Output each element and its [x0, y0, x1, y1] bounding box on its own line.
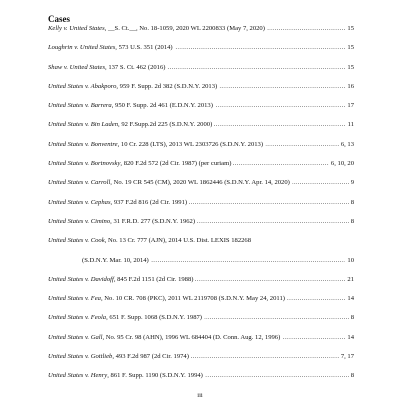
citation: , 10 Cr. 228 (LTS), 2013 WL 2303726 (S.D.N.Y. 2013): [117, 140, 264, 148]
case-name: United States v. Cephas: [48, 198, 111, 206]
citation: , 845 F.2d 1151 (2d Cir. 1988): [113, 275, 194, 283]
case-entry: [48, 25, 354, 33]
page-references: 8: [350, 372, 354, 380]
page-references: 8: [350, 198, 354, 206]
citation: , __S. Ct.__, No. 18-1059, 2020 WL 2200833 (May 7, 2020): [104, 25, 265, 32]
citation: , 573 U.S. 351 (2014): [115, 44, 173, 52]
case-entry: [48, 295, 354, 303]
case-name: United States v. Cimino: [48, 217, 111, 225]
case-name: United States v. Cook: [48, 237, 105, 245]
case-name: Shaw v. United States: [48, 63, 106, 71]
citation: , 92 F.Supp.2d 225 (S.D.N.Y. 2000): [118, 121, 213, 129]
case-entry: [48, 353, 354, 361]
page-references: 6, 10, 20: [330, 160, 354, 168]
case-name: United States v. Feola: [48, 314, 107, 322]
case-name: United States v. Henry: [48, 372, 108, 380]
case-entry: [48, 199, 354, 207]
page-references: 9: [350, 179, 354, 187]
citation: , 651 F. Supp. 1068 (S.D.N.Y. 1987): [106, 314, 202, 322]
citation: , 820 F.2d 572 (2d Cir. 1987) (per curiam): [120, 160, 232, 168]
case-name: United States v. Bonventre: [48, 140, 118, 148]
page-references: 6, 13: [340, 140, 354, 148]
page-references: 14: [347, 295, 354, 303]
page-references: 16: [347, 82, 354, 90]
case-entry: [48, 334, 354, 342]
citation-continued: (S.D.N.Y. Mar. 10, 2014): [82, 256, 149, 264]
case-entry: [48, 218, 354, 226]
case-entry: [48, 121, 354, 129]
page-references: 15: [347, 44, 354, 52]
page-references: 8: [350, 217, 354, 225]
citation: , No. 19 CR 545 (CM), 2020 WL 1862446 (S.D.N.Y. Apr. 14, 2020): [110, 179, 290, 187]
page-references: 11: [347, 121, 354, 129]
citation: , 31 F.R.D. 277 (S.D.N.Y. 1962): [110, 217, 196, 225]
citation: , 937 F.2d 816 (2d Cir. 1991): [110, 198, 188, 206]
case-name: Loughrin v. United States: [48, 44, 116, 52]
case-entry: [48, 83, 354, 91]
case-name: United States v. Carroll: [48, 179, 111, 187]
table-of-authorities: [48, 25, 354, 392]
case-entry: [48, 314, 354, 322]
citation: , No. 13 Cr. 777 (AJN), 2014 U.S. Dist. LEXIS 182268: [104, 237, 252, 245]
page-references: 10: [347, 256, 354, 264]
citation: , 861 F. Supp. 1190 (S.D.N.Y. 1994): [107, 372, 203, 380]
citation: , No. 95 Cr. 98 (AHN), 1996 WL 684404 (D. Conn. Aug. 12, 1996): [102, 333, 281, 341]
page-references: 7, 17: [340, 353, 354, 361]
case-entry: [48, 64, 354, 72]
case-name: United States v. Barrera: [48, 102, 112, 110]
page-references: 15: [347, 25, 354, 32]
citation: , 493 F.2d 987 (2d Cir. 1974): [112, 353, 189, 361]
case-name: Kelly v. United States: [48, 25, 105, 32]
case-name: United States v. Fea: [48, 295, 101, 303]
case-name: United States v. Davidoff: [48, 275, 114, 283]
citation: , 137 S. Ct. 462 (2016): [105, 63, 166, 71]
case-entry: [48, 276, 354, 284]
case-entry: [48, 44, 354, 52]
page-references: 17: [347, 102, 354, 110]
case-entry: [48, 179, 354, 187]
case-entry: [48, 160, 354, 168]
case-name: United States v. Abakporo: [48, 82, 117, 90]
case-name: United States v. Bin Laden: [48, 121, 119, 129]
citation: , No. 10 CR. 708 (PKC), 2011 WL 2119708 (S.D.N.Y. May 24, 2011): [100, 295, 285, 303]
case-entry: [48, 372, 354, 380]
case-entry: [48, 141, 354, 149]
citation: , 959 F. Supp. 2d 382 (S.D.N.Y. 2013): [116, 82, 218, 90]
section-heading: Cases: [48, 14, 70, 24]
page-references: 21: [347, 275, 354, 283]
page-references: 14: [347, 333, 354, 341]
page-number: iii: [197, 392, 203, 399]
case-name: United States v. Gall: [48, 333, 103, 341]
page-references: 15: [347, 63, 354, 71]
case-name: United States v. Bortnovsky: [48, 160, 121, 168]
page-references: 8: [350, 314, 354, 322]
case-entry: [48, 237, 354, 264]
case-name: United States v. Gottlieb: [48, 353, 113, 361]
citation: , 950 F. Supp. 2d 461 (E.D.N.Y. 2013): [111, 102, 213, 110]
case-entry: [48, 102, 354, 110]
